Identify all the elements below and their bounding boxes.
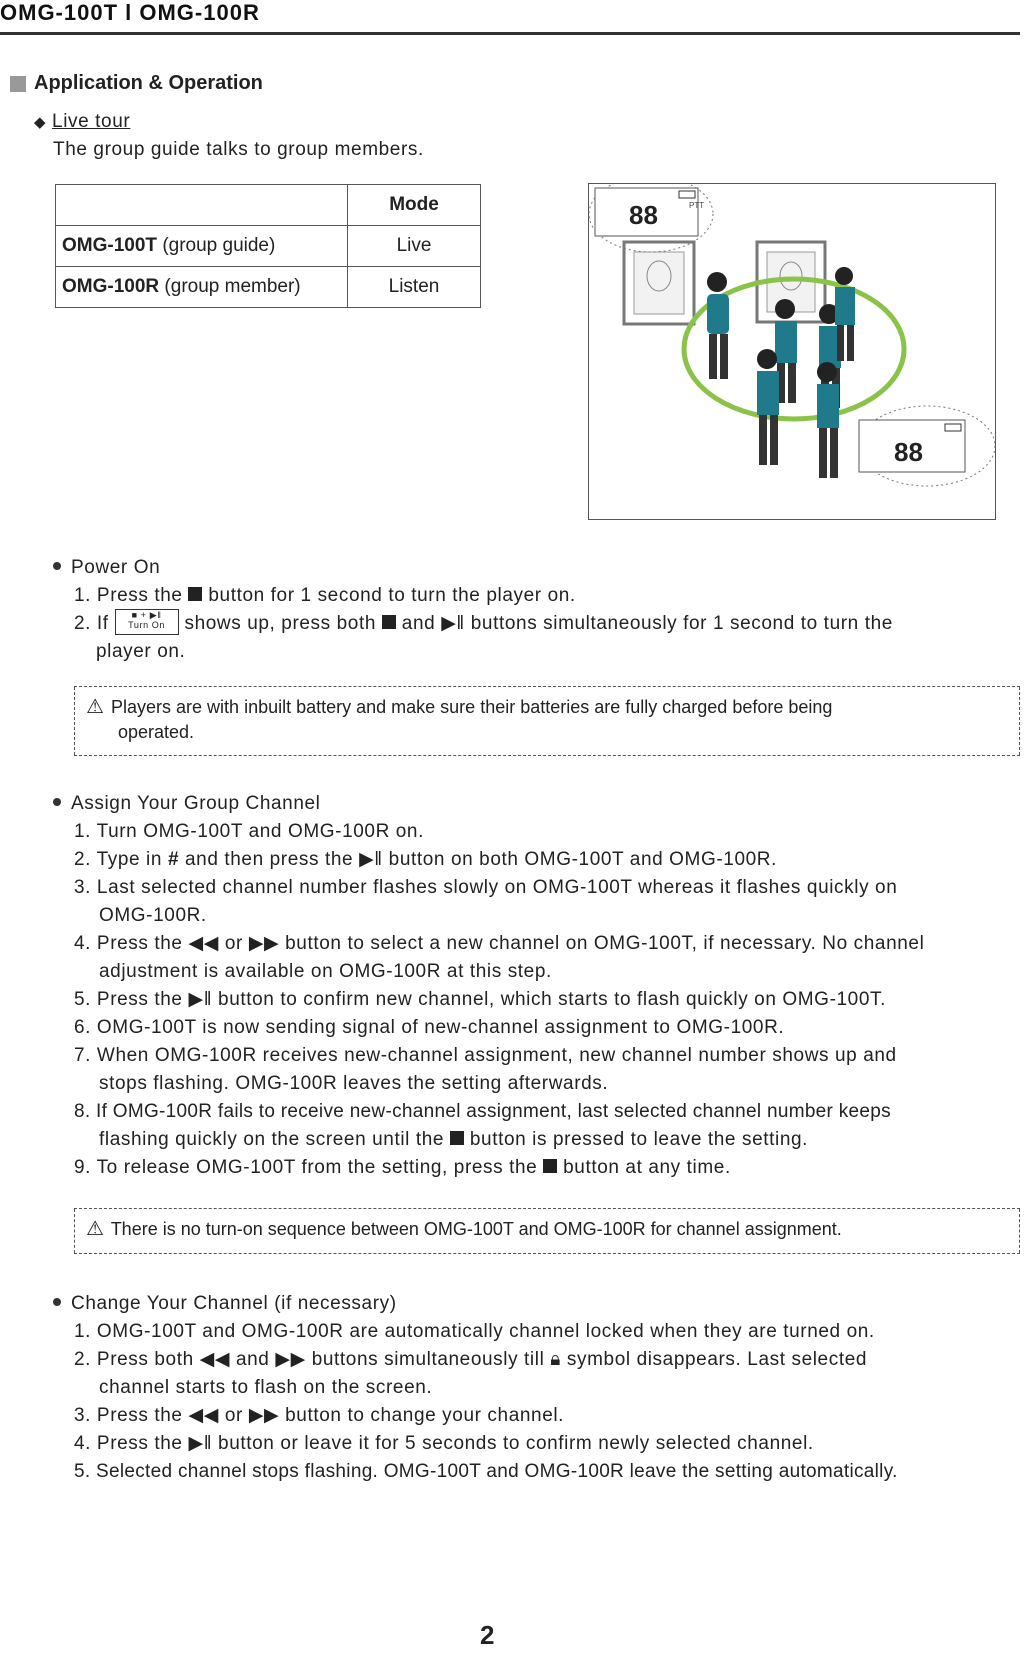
lock-icon: 🔒︎ [550, 1349, 562, 1370]
bullet-icon [53, 562, 61, 570]
live-tour-heading: ◆ Live tour [34, 111, 131, 132]
change-step-3: 3. Press the ◀◀ or ▶▶ button to change your channel. [74, 1405, 565, 1426]
live-tour-description: The group guide talks to group members. [53, 139, 424, 160]
change-step-5: 5. Selected channel stops flashing. OMG-100T and OMG-100R leave the setting automatically. [74, 1461, 898, 1482]
assign-step-4-cont: adjustment is available on OMG-100R at this step. [99, 961, 552, 982]
table-row [56, 185, 481, 226]
section-title: Application & Operation [10, 72, 263, 95]
bullet-icon [53, 798, 61, 806]
power-on-step-1: 1. Press the button for 1 second to turn the player on. [74, 585, 576, 606]
power-on-heading: Power On [53, 554, 160, 582]
table-row: OMG-100T (group guide) Live [56, 226, 481, 267]
stop-button-icon [450, 1131, 464, 1145]
battery-note: ⚠ Players are with inbuilt battery and make sure their batteries are fully charged before being operated. [74, 686, 1020, 756]
table-row: OMG-100R (group member) Listen [56, 267, 481, 308]
mode-header: Mode [348, 185, 481, 226]
assign-step-1: 1. Turn OMG-100T and OMG-100R on. [74, 821, 424, 842]
fast-forward-icon: ▶▶ [275, 1349, 306, 1370]
rewind-icon: ◀◀ [188, 1405, 219, 1426]
page-header: OMG-100T l OMG-100R [0, 0, 260, 25]
warning-icon: ⚠ [86, 696, 104, 718]
stop-button-icon [543, 1159, 557, 1173]
section-square-icon [10, 76, 26, 92]
play-pause-icon: ▶‖ [441, 613, 465, 634]
display-bottom-value: 88 [894, 437, 923, 467]
assign-step-6: 6. OMG-100T is now sending signal of new-channel assignment to OMG-100R. [74, 1017, 785, 1038]
assign-step-7-cont: stops flashing. OMG-100R leaves the setting afterwards. [99, 1073, 609, 1094]
header-divider [0, 32, 1020, 35]
fast-forward-icon: ▶▶ [248, 933, 280, 954]
stop-button-icon [382, 615, 396, 629]
play-pause-icon: ▶‖ [359, 849, 383, 870]
change-step-2: 2. Press both ◀◀ and ▶▶ buttons simultaneously till 🔒︎ symbol disappears. Last selected [74, 1349, 868, 1370]
assign-step-8: 8. If OMG-100R fails to receive new-channel assignment, last selected channel number keeps [74, 1101, 891, 1122]
play-pause-icon: ▶‖ [188, 989, 213, 1010]
rewind-icon: ◀◀ [199, 1349, 231, 1370]
assign-step-5: 5. Press the ▶‖ button to confirm new channel, which starts to flash quickly on OMG-100T. [74, 989, 886, 1010]
guide-figure [707, 272, 729, 379]
channel-note: ⚠ There is no turn-on sequence between OMG-100T and OMG-100R for channel assignment. [74, 1208, 1020, 1254]
power-on-step-2: 2. If ■ + ▶‖ Turn On shows up, press both and ▶‖ buttons simultaneously for 1 second to turn the [74, 609, 893, 634]
assign-step-3-cont: OMG-100R. [99, 905, 207, 926]
change-step-2-cont: channel starts to flash on the screen. [99, 1377, 433, 1398]
fast-forward-icon: ▶▶ [248, 1405, 280, 1426]
tour-illustration [588, 183, 996, 520]
diamond-icon: ◆ [34, 114, 47, 131]
assign-step-7: 7. When OMG-100R receives new-channel assignment, new channel number shows up and [74, 1045, 897, 1066]
rewind-icon: ◀◀ [188, 933, 219, 954]
assign-step-9: 9. To release OMG-100T from the setting, press the button at any time. [74, 1157, 731, 1178]
play-pause-icon: ▶‖ [188, 1433, 213, 1454]
change-step-1: 1. OMG-100T and OMG-100R are automatically channel locked when they are turned on. [74, 1321, 875, 1342]
change-heading: Change Your Channel (if necessary) [53, 1290, 397, 1318]
tour-scene [589, 184, 995, 519]
bullet-icon [53, 1298, 61, 1306]
turn-on-indicator-icon: ■ + ▶‖ Turn On [115, 609, 179, 635]
assign-step-8-cont: flashing quickly on the screen until the button is pressed to leave the setting. [99, 1129, 809, 1150]
page-number: 2 [480, 1620, 495, 1650]
assign-step-2: 2. Type in # and then press the ▶‖ button on both OMG-100T and OMG-100R. [74, 849, 777, 870]
change-step-4: 4. Press the ▶‖ button or leave it for 5 seconds to confirm newly selected channel. [74, 1433, 814, 1454]
assign-step-3: 3. Last selected channel number flashes slowly on OMG-100T whereas it flashes quickly on [74, 877, 898, 898]
ptt-label: PTT [689, 201, 705, 210]
mode-table [55, 184, 481, 308]
power-on-step-2-cont: player on. [96, 641, 186, 662]
display-top-value: 88 [629, 200, 658, 230]
warning-icon: ⚠ [86, 1218, 104, 1240]
assign-step-4: 4. Press the ◀◀ or ▶▶ button to select a new channel on OMG-100T, if necessary. No channel [74, 933, 925, 954]
assign-heading: Assign Your Group Channel [53, 790, 321, 818]
stop-button-icon [188, 587, 202, 601]
